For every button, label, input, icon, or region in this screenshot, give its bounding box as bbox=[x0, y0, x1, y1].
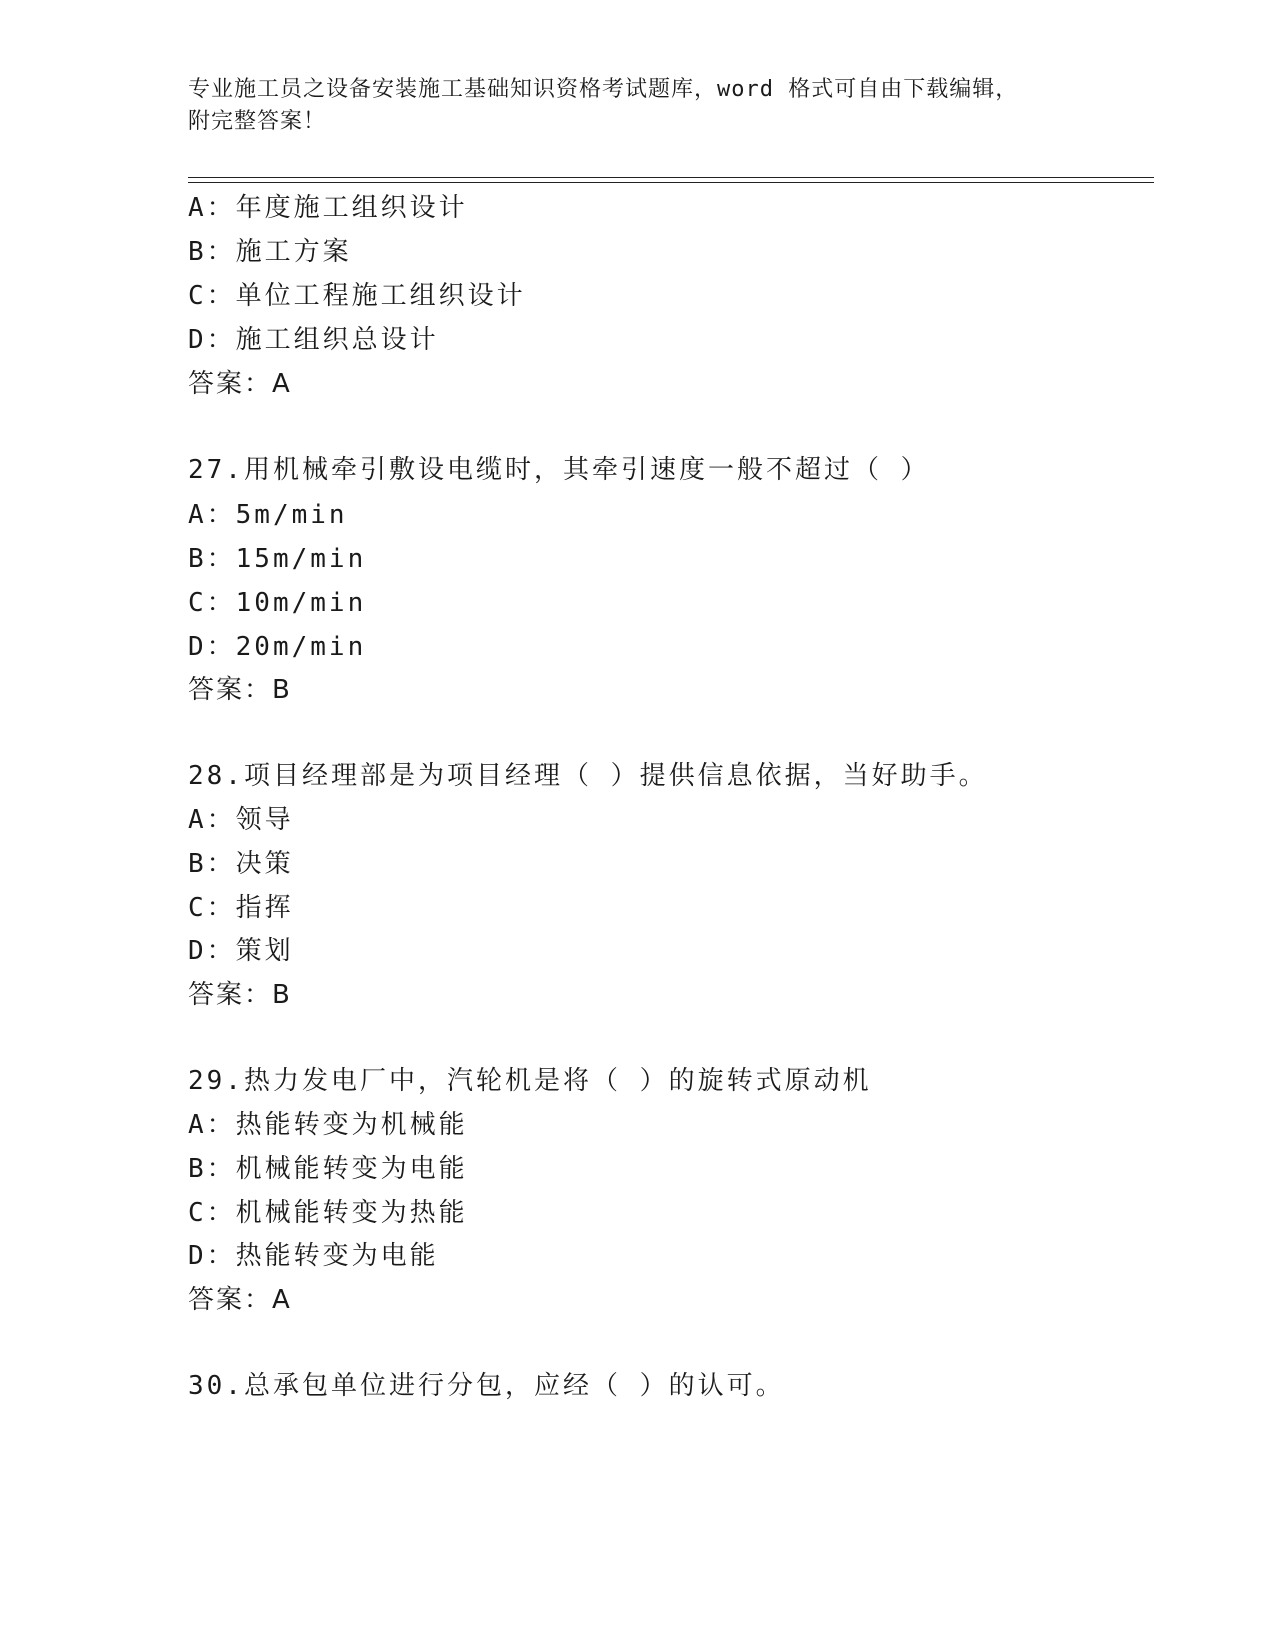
header-divider-bottom bbox=[188, 182, 1154, 183]
q28-stem: 28.项目经理部是为项目经理（ ）提供信息依据，当好助手。 bbox=[188, 761, 988, 791]
q27-option-c: C：10m/min bbox=[188, 588, 367, 618]
q29-option-d: D：热能转变为电能 bbox=[188, 1241, 439, 1271]
q29-option-c: C：机械能转变为热能 bbox=[188, 1198, 468, 1228]
header-divider-top bbox=[188, 177, 1154, 178]
q27-option-b: B：15m/min bbox=[188, 544, 367, 574]
q28-option-a: A：领导 bbox=[188, 805, 294, 835]
q29-option-b: B：机械能转变为电能 bbox=[188, 1154, 468, 1184]
q26-answer: 答案：A bbox=[188, 369, 292, 399]
q27-stem: 27.用机械牵引敷设电缆时，其牵引速度一般不超过（ ） bbox=[188, 455, 930, 485]
q28-option-d: D：策划 bbox=[188, 936, 294, 966]
header-line-1: 专业施工员之设备安装施工基础知识资格考试题库，word 格式可自由下载编辑， bbox=[188, 77, 1019, 102]
q29-answer: 答案：A bbox=[188, 1285, 292, 1315]
q26-option-c: C：单位工程施工组织设计 bbox=[188, 281, 526, 311]
q26-option-d: D：施工组织总设计 bbox=[188, 325, 439, 355]
q28-option-c: C：指挥 bbox=[188, 893, 294, 923]
q27-answer: 答案：B bbox=[188, 675, 292, 705]
q28-answer: 答案：B bbox=[188, 980, 292, 1010]
q27-option-d: D：20m/min bbox=[188, 632, 367, 662]
q27-option-a: A：5m/min bbox=[188, 500, 348, 530]
q26-option-b: B：施工方案 bbox=[188, 237, 352, 267]
header-line-2: 附完整答案！ bbox=[188, 109, 327, 134]
q26-option-a: A：年度施工组织设计 bbox=[188, 193, 468, 223]
q30-stem: 30.总承包单位进行分包，应经（ ）的认可。 bbox=[188, 1371, 785, 1401]
q28-option-b: B：决策 bbox=[188, 849, 294, 879]
q29-option-a: A：热能转变为机械能 bbox=[188, 1110, 468, 1140]
document-header bbox=[188, 74, 1088, 138]
q29-stem: 29.热力发电厂中，汽轮机是将（ ）的旋转式原动机 bbox=[188, 1066, 872, 1096]
